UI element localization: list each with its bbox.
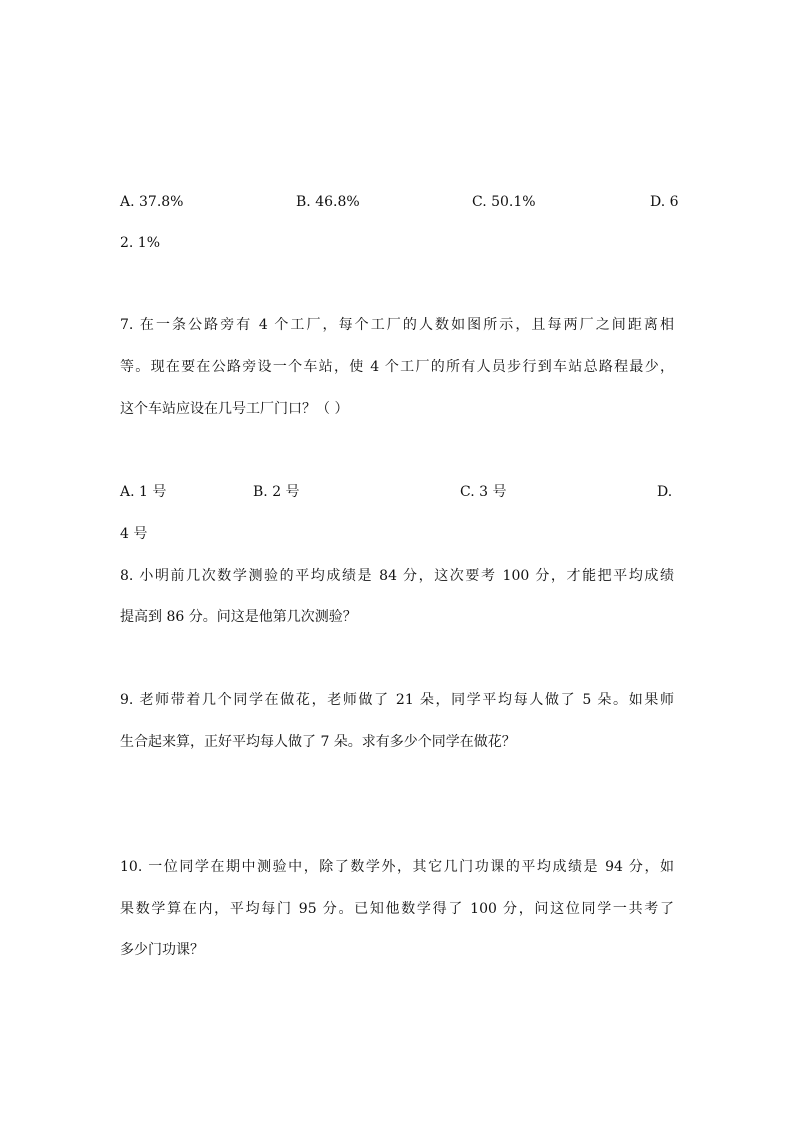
q6-option-b: B. 46.8% xyxy=(296,194,360,210)
q6-option-c: C. 50.1% xyxy=(472,194,536,210)
q6-option-wrap: 2. 1% xyxy=(120,235,161,251)
q7-line-1: 7. 在一条公路旁有 4 个工厂，每个工厂的人数如图所示，且每两厂之间距离相 xyxy=(120,317,674,333)
q7-line-3: 这个车站应设在几号工厂门口？（ ） xyxy=(120,401,349,417)
q10-line-2: 果数学算在内，平均每门 95 分。已知他数学得了 100 分，问这位同学一共考了 xyxy=(120,901,674,917)
q10-line-3: 多少门功课？ xyxy=(120,942,204,958)
q7-line-2: 等。现在要在公路旁设一个车站，使 4 个工厂的所有人员步行到车站总路程最少， xyxy=(120,359,674,375)
q8-line-1: 8. 小明前几次数学测验的平均成绩是 84 分，这次要考 100 分，才能把平均成绩 xyxy=(120,568,674,584)
q9-line-1: 9. 老师带着几个同学在做花，老师做了 21 朵，同学平均每人做了 5 朵。如果师 xyxy=(120,692,674,708)
q7-option-wrap: 4 号 xyxy=(120,526,148,542)
q9-line-2: 生合起来算，正好平均每人做了 7 朵。求有多少个同学在做花？ xyxy=(120,734,516,750)
q6-option-d: D. 6 xyxy=(650,194,679,210)
q7-option-a: A. 1 号 xyxy=(120,484,167,500)
q6-option-a: A. 37.8% xyxy=(120,194,184,210)
q10-line-1: 10. 一位同学在期中测验中，除了数学外，其它几门功课的平均成绩是 94 分，如 xyxy=(120,859,674,875)
q8-line-2: 提高到 86 分。问这是他第几次测验？ xyxy=(120,609,357,625)
q7-option-c: C. 3 号 xyxy=(460,484,507,500)
q7-option-d: D. xyxy=(657,484,673,500)
q7-option-b: B. 2 号 xyxy=(253,484,300,500)
